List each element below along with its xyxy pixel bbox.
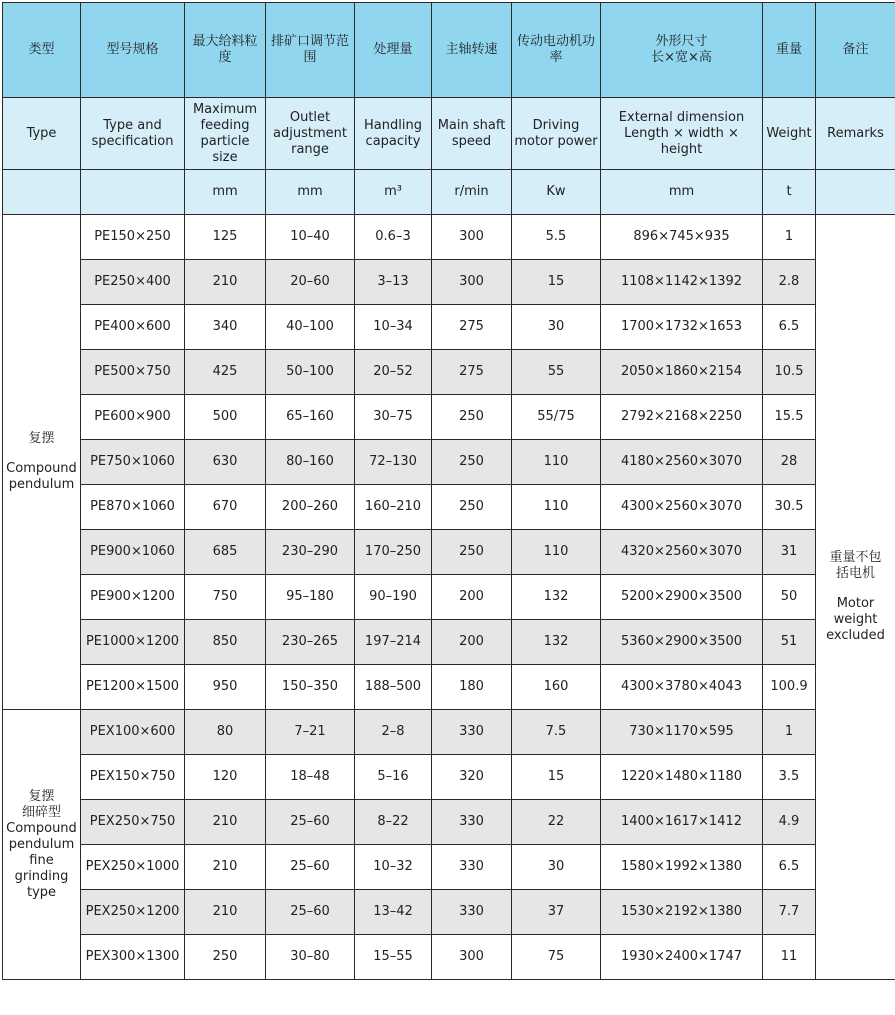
cell-weight: 3.5 [763, 755, 816, 800]
cell-motor-power: 7.5 [512, 710, 601, 755]
table-row [3, 665, 895, 710]
cell-model: PE250×400 [81, 260, 185, 305]
cell-model: PE600×900 [81, 395, 185, 440]
cell-motor-power: 37 [512, 890, 601, 935]
cell-capacity: 0.6–3 [355, 215, 432, 260]
header-cn-motor-power: 传动电动机功率 [512, 3, 601, 98]
cell-max-feed-size: 340 [185, 305, 266, 350]
cell-shaft-speed: 300 [432, 935, 512, 980]
cell-motor-power: 132 [512, 620, 601, 665]
cell-max-feed-size: 500 [185, 395, 266, 440]
header-cn-dimensions: 外形尺寸 长×宽×高 [601, 3, 763, 98]
cell-shaft-speed: 275 [432, 350, 512, 395]
header-en-weight: Weight [763, 98, 816, 170]
cell-capacity: 3–13 [355, 260, 432, 305]
cell-shaft-speed: 330 [432, 845, 512, 890]
cell-model: PE750×1060 [81, 440, 185, 485]
cell-shaft-speed: 330 [432, 890, 512, 935]
group-type-cn: 复摆 细碎型 [21, 788, 61, 820]
cell-weight: 28 [763, 440, 816, 485]
header-cn-row [3, 3, 895, 98]
table-row [3, 710, 895, 755]
cell-shaft-speed: 200 [432, 620, 512, 665]
table-row [3, 395, 895, 440]
cell-max-feed-size: 630 [185, 440, 266, 485]
cell-shaft-speed: 250 [432, 440, 512, 485]
cell-motor-power: 30 [512, 845, 601, 890]
table-row [3, 620, 895, 665]
header-cn-remarks: 备注 [816, 3, 895, 98]
cell-max-feed-size: 685 [185, 530, 266, 575]
cell-motor-power: 15 [512, 755, 601, 800]
cell-model: PEX250×1200 [81, 890, 185, 935]
unit-dimensions: mm [601, 170, 763, 215]
cell-weight: 6.5 [763, 845, 816, 890]
header-cn-max-feed-size: 最大给料粒度 [185, 3, 266, 98]
header-en-motor-power: Driving motor power [512, 98, 601, 170]
cell-weight: 10.5 [763, 350, 816, 395]
cell-weight: 50 [763, 575, 816, 620]
cell-dimensions: 1400×1617×1412 [601, 800, 763, 845]
cell-capacity: 20–52 [355, 350, 432, 395]
unit-weight: t [763, 170, 816, 215]
table-row [3, 575, 895, 620]
cell-motor-power: 110 [512, 530, 601, 575]
unit-capacity: m³ [355, 170, 432, 215]
cell-max-feed-size: 425 [185, 350, 266, 395]
cell-weight: 15.5 [763, 395, 816, 440]
cell-dimensions: 1580×1992×1380 [601, 845, 763, 890]
remarks-en: Motor weight excluded [826, 596, 885, 643]
table-row [3, 260, 895, 305]
cell-dimensions: 4320×2560×3070 [601, 530, 763, 575]
cell-shaft-speed: 300 [432, 215, 512, 260]
header-cn-shaft-speed: 主轴转速 [432, 3, 512, 98]
cell-dimensions: 2792×2168×2250 [601, 395, 763, 440]
header-en-outlet-range: Outlet adjustment range [266, 98, 355, 170]
cell-dimensions: 1930×2400×1747 [601, 935, 763, 980]
cell-weight: 30.5 [763, 485, 816, 530]
cell-outlet-range: 150–350 [266, 665, 355, 710]
cell-capacity: 2–8 [355, 710, 432, 755]
cell-dimensions: 1220×1480×1180 [601, 755, 763, 800]
cell-capacity: 188–500 [355, 665, 432, 710]
cell-weight: 2.8 [763, 260, 816, 305]
cell-capacity: 160–210 [355, 485, 432, 530]
cell-capacity: 15–55 [355, 935, 432, 980]
group-type-cn: 复摆 [28, 431, 55, 446]
cell-outlet-range: 10–40 [266, 215, 355, 260]
table-row [3, 890, 895, 935]
remarks-cell [816, 215, 895, 980]
cell-shaft-speed: 275 [432, 305, 512, 350]
cell-shaft-speed: 320 [432, 755, 512, 800]
cell-capacity: 30–75 [355, 395, 432, 440]
cell-outlet-range: 40–100 [266, 305, 355, 350]
cell-outlet-range: 230–265 [266, 620, 355, 665]
cell-capacity: 170–250 [355, 530, 432, 575]
cell-capacity: 197–214 [355, 620, 432, 665]
table-row [3, 800, 895, 845]
cell-outlet-range: 30–80 [266, 935, 355, 980]
cell-capacity: 10–34 [355, 305, 432, 350]
table-row [3, 305, 895, 350]
header-en-max-feed-size: Maximum feeding particle size [185, 98, 266, 170]
cell-weight: 11 [763, 935, 816, 980]
header-en-row [3, 98, 895, 170]
cell-outlet-range: 20–60 [266, 260, 355, 305]
cell-shaft-speed: 330 [432, 710, 512, 755]
remarks-cn: 重量不包括电机 [829, 550, 882, 581]
cell-model: PEX300×1300 [81, 935, 185, 980]
header-cn-outlet-range: 排矿口调节范围 [266, 3, 355, 98]
cell-max-feed-size: 670 [185, 485, 266, 530]
cell-dimensions: 1108×1142×1392 [601, 260, 763, 305]
header-cn-weight: 重量 [763, 3, 816, 98]
cell-outlet-range: 95–180 [266, 575, 355, 620]
cell-model: PE1000×1200 [81, 620, 185, 665]
cell-model: PE900×1200 [81, 575, 185, 620]
cell-model: PE400×600 [81, 305, 185, 350]
cell-capacity: 10–32 [355, 845, 432, 890]
cell-max-feed-size: 210 [185, 260, 266, 305]
header-en-type: Type [3, 98, 81, 170]
cell-max-feed-size: 210 [185, 800, 266, 845]
cell-capacity: 72–130 [355, 440, 432, 485]
cell-dimensions: 730×1170×595 [601, 710, 763, 755]
cell-max-feed-size: 80 [185, 710, 266, 755]
cell-weight: 6.5 [763, 305, 816, 350]
cell-model: PE1200×1500 [81, 665, 185, 710]
cell-shaft-speed: 250 [432, 395, 512, 440]
cell-model: PEX150×750 [81, 755, 185, 800]
table-row [3, 215, 895, 260]
cell-dimensions: 5360×2900×3500 [601, 620, 763, 665]
table-row [3, 485, 895, 530]
cell-dimensions: 2050×1860×2154 [601, 350, 763, 395]
unit-type [3, 170, 81, 215]
cell-weight: 51 [763, 620, 816, 665]
cell-motor-power: 132 [512, 575, 601, 620]
cell-shaft-speed: 250 [432, 485, 512, 530]
cell-motor-power: 55 [512, 350, 601, 395]
cell-weight: 7.7 [763, 890, 816, 935]
header-en-shaft-speed: Main shaft speed [432, 98, 512, 170]
unit-model [81, 170, 185, 215]
cell-outlet-range: 25–60 [266, 890, 355, 935]
cell-outlet-range: 65–160 [266, 395, 355, 440]
unit-outlet-range: mm [266, 170, 355, 215]
crusher-spec-table [2, 2, 895, 980]
cell-outlet-range: 25–60 [266, 845, 355, 890]
cell-motor-power: 55/75 [512, 395, 601, 440]
cell-motor-power: 22 [512, 800, 601, 845]
cell-outlet-range: 25–60 [266, 800, 355, 845]
unit-max-feed-size: mm [185, 170, 266, 215]
cell-motor-power: 110 [512, 440, 601, 485]
cell-max-feed-size: 750 [185, 575, 266, 620]
cell-shaft-speed: 200 [432, 575, 512, 620]
cell-capacity: 8–22 [355, 800, 432, 845]
cell-max-feed-size: 850 [185, 620, 266, 665]
cell-outlet-range: 200–260 [266, 485, 355, 530]
cell-shaft-speed: 330 [432, 800, 512, 845]
cell-outlet-range: 50–100 [266, 350, 355, 395]
cell-outlet-range: 7–21 [266, 710, 355, 755]
cell-model: PEX100×600 [81, 710, 185, 755]
header-cn-model: 型号规格 [81, 3, 185, 98]
cell-shaft-speed: 180 [432, 665, 512, 710]
cell-weight: 4.9 [763, 800, 816, 845]
unit-shaft-speed: r/min [432, 170, 512, 215]
header-en-remarks: Remarks [816, 98, 895, 170]
cell-motor-power: 30 [512, 305, 601, 350]
cell-dimensions: 4300×2560×3070 [601, 485, 763, 530]
cell-outlet-range: 18–48 [266, 755, 355, 800]
unit-row [3, 170, 895, 215]
group-type-cell [3, 710, 81, 980]
cell-motor-power: 5.5 [512, 215, 601, 260]
cell-dimensions: 5200×2900×3500 [601, 575, 763, 620]
cell-dimensions: 896×745×935 [601, 215, 763, 260]
cell-motor-power: 15 [512, 260, 601, 305]
cell-weight: 1 [763, 215, 816, 260]
cell-dimensions: 1530×2192×1380 [601, 890, 763, 935]
cell-dimensions: 1700×1732×1653 [601, 305, 763, 350]
header-cn-type: 类型 [3, 3, 81, 98]
cell-weight: 100.9 [763, 665, 816, 710]
header-cn-capacity: 处理量 [355, 3, 432, 98]
cell-outlet-range: 230–290 [266, 530, 355, 575]
cell-max-feed-size: 120 [185, 755, 266, 800]
cell-capacity: 5–16 [355, 755, 432, 800]
cell-motor-power: 160 [512, 665, 601, 710]
cell-model: PEX250×750 [81, 800, 185, 845]
header-en-capacity: Handling capacity [355, 98, 432, 170]
table-row [3, 845, 895, 890]
unit-motor-power: Kw [512, 170, 601, 215]
header-en-dimensions: External dimension Length × width × height [601, 98, 763, 170]
group-type-en: Compound pendulum [6, 461, 77, 492]
group-type-en: Compound pendulum fine grinding type [6, 820, 77, 900]
table-row [3, 530, 895, 575]
table-row [3, 935, 895, 980]
cell-dimensions: 4300×3780×4043 [601, 665, 763, 710]
cell-motor-power: 75 [512, 935, 601, 980]
table-row [3, 755, 895, 800]
group-type-cell [3, 215, 81, 710]
cell-max-feed-size: 950 [185, 665, 266, 710]
cell-motor-power: 110 [512, 485, 601, 530]
cell-shaft-speed: 250 [432, 530, 512, 575]
cell-max-feed-size: 210 [185, 845, 266, 890]
cell-max-feed-size: 210 [185, 890, 266, 935]
cell-shaft-speed: 300 [432, 260, 512, 305]
table-row [3, 350, 895, 395]
unit-remarks [816, 170, 895, 215]
cell-model: PEX250×1000 [81, 845, 185, 890]
cell-model: PE900×1060 [81, 530, 185, 575]
cell-max-feed-size: 125 [185, 215, 266, 260]
cell-outlet-range: 80–160 [266, 440, 355, 485]
cell-model: PE500×750 [81, 350, 185, 395]
table-row [3, 440, 895, 485]
cell-model: PE150×250 [81, 215, 185, 260]
cell-capacity: 90–190 [355, 575, 432, 620]
cell-dimensions: 4180×2560×3070 [601, 440, 763, 485]
cell-weight: 1 [763, 710, 816, 755]
cell-max-feed-size: 250 [185, 935, 266, 980]
header-en-model: Type and specification [81, 98, 185, 170]
cell-weight: 31 [763, 530, 816, 575]
cell-model: PE870×1060 [81, 485, 185, 530]
cell-capacity: 13–42 [355, 890, 432, 935]
